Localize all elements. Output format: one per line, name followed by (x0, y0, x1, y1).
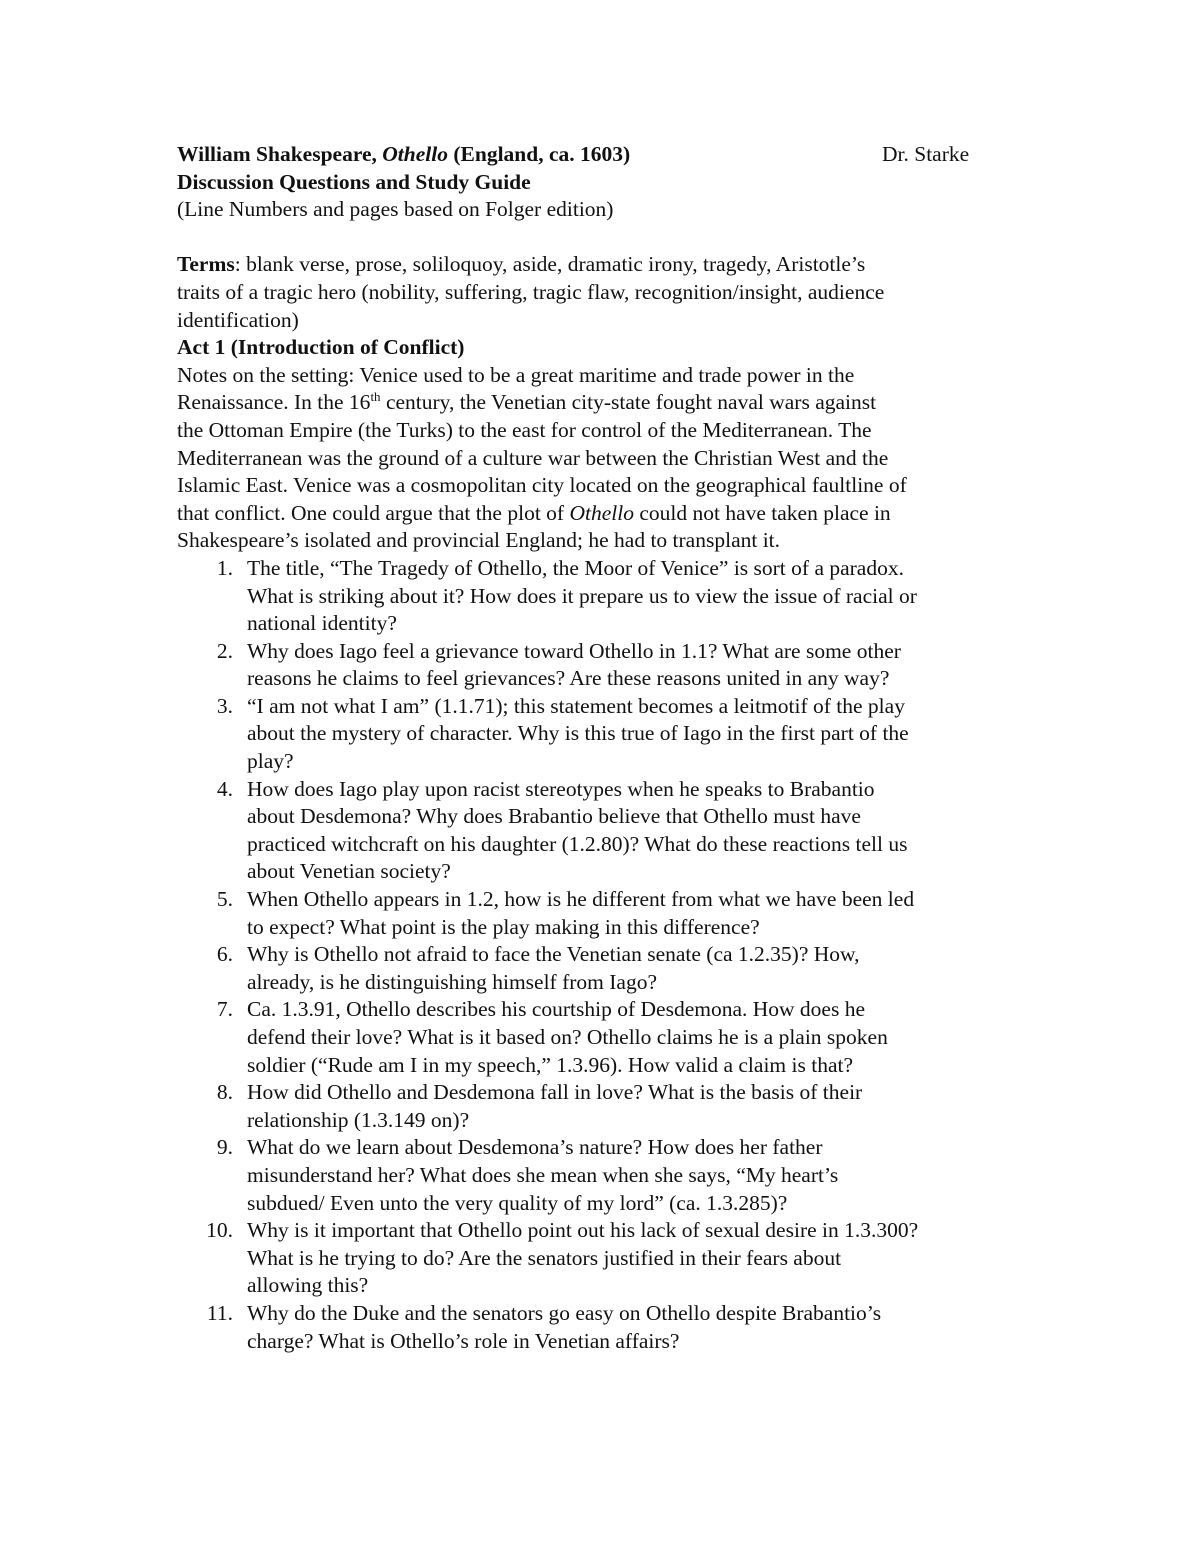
question-number: 1. (216, 555, 233, 580)
question-text-line: When Othello appears in 1.2, how is he different from what we have been led (247, 887, 915, 912)
question-item (177, 555, 1027, 638)
question-item (177, 886, 1027, 941)
question-text-line: soldier (“Rude am I in my speech,” 1.3.96). How valid a claim is that? (247, 1052, 854, 1077)
notes-line: Notes on the setting: Venice used to be a great maritime and trade power in the (177, 362, 855, 387)
question-text-line: Ca. 1.3.91, Othello describes his courtship of Desdemona. How does he (247, 997, 866, 1022)
question-text-line: Why does Iago feel a grievance toward Othello in 1.1? What are some other (247, 638, 901, 663)
question-text-line: misunderstand her? What does she mean when she says, “My heart’s (247, 1162, 839, 1187)
question-text-line: allowing this? (247, 1273, 369, 1298)
terms-line-2: traits of a tragic hero (nobility, suffering, tragic flaw, recognition/insight, audience (177, 279, 885, 304)
question-number: 3. (216, 693, 233, 718)
question-number: 8. (216, 1080, 233, 1105)
question-text-line: defend their love? What is it based on? Othello claims he is a plain spoken (247, 1025, 888, 1049)
question-text-line: to expect? What point is the play making in this difference? (247, 914, 760, 939)
terms-text-1: : blank verse, prose, soliloquoy, aside, dramatic irony, tragedy, Aristotle’s (234, 252, 866, 277)
question-text-line: Why do the Duke and the senators go easy on Othello despite Brabantio’s (247, 1300, 882, 1325)
document-body (177, 141, 1027, 1355)
notes-text: century, the Venetian city-state fought naval wars against (380, 390, 877, 415)
teacher-name: Dr. Starke (882, 142, 970, 166)
question-list (177, 555, 1027, 1355)
question-item (177, 693, 1027, 776)
question-text-line: subdued/ Even unto the very quality of my lord” (ca. 1.3.285)? (247, 1190, 788, 1215)
notes-text: that conflict. One could argue that the plot of (177, 500, 570, 525)
notes-line: Mediterranean was the ground of a culture war between the Christian West and the (177, 445, 889, 470)
title-author: William Shakespeare, (177, 142, 383, 166)
blank-line (177, 224, 1027, 252)
question-text-line: Why is Othello not afraid to face the Venetian senate (ca 1.2.35)? How, (247, 942, 860, 967)
question-text-line: What is he trying to do? Are the senators justified in their fears about (247, 1245, 842, 1270)
question-number: 6. (216, 942, 233, 967)
notes-text: could not have taken place in (633, 500, 891, 525)
question-text-line: national identity? (247, 611, 397, 636)
question-number: 7. (216, 997, 233, 1022)
act1-heading: Act 1 (Introduction of Conflict) (177, 335, 465, 360)
question-text-line: reasons he claims to feel grievances? Are these reasons united in any way? (247, 666, 890, 691)
question-text-line: about Venetian society? (247, 859, 451, 884)
question-text-line: charge? What is Othello’s role in Venetian affairs? (247, 1328, 680, 1353)
question-number: 10. (206, 1218, 233, 1243)
question-text-line: Why is it important that Othello point out his lack of sexual desire in 1.3.300? (247, 1218, 919, 1243)
notes-line: the Ottoman Empire (the Turks) to the east for control of the Mediterranean. The (177, 417, 872, 442)
question-text-line: What do we learn about Desdemona’s nature? How does her father (247, 1135, 823, 1160)
question-item (177, 941, 1027, 996)
question-text-line: How did Othello and Desdemona fall in love? What is the basis of their (247, 1080, 863, 1105)
terms-label: Terms (177, 252, 235, 277)
terms-line-1 (177, 251, 1027, 279)
notes-line: Islamic East. Venice was a cosmopolitan city located on the geographical faultline of (177, 473, 907, 498)
play-title-italic: Othello (569, 500, 634, 525)
question-text-line: “I am not what I am” (1.1.71); this statement becomes a leitmotif of the play (247, 693, 905, 718)
question-text-line: about the mystery of character. Why is this true of Iago in the first part of the (247, 721, 909, 746)
edition-note: (Line Numbers and pages based on Folger edition) (177, 197, 614, 222)
question-text-line: practiced witchcraft on his daughter (1.2.80)? What do these reactions tell us (247, 831, 908, 856)
question-number: 2. (216, 638, 233, 663)
question-item (177, 638, 1027, 693)
question-number: 5. (216, 887, 233, 912)
question-item (177, 1134, 1027, 1217)
question-text-line: about Desdemona? Why does Brabantio believe that Othello must have (247, 804, 861, 829)
ordinal-suffix: th (370, 389, 381, 405)
question-item (177, 1217, 1027, 1300)
question-text-line: already, is he distinguishing himself from Iago? (247, 969, 658, 994)
notes-line (177, 389, 1027, 417)
title-rest: (England, ca. 1603) (447, 142, 631, 166)
document-title (177, 141, 1027, 169)
question-number: 9. (216, 1135, 233, 1160)
question-item (177, 776, 1027, 886)
question-item (177, 996, 1027, 1079)
question-item (177, 1300, 1027, 1355)
question-number: 11. (206, 1300, 233, 1325)
notes-text: Renaissance. In the 16 (177, 390, 371, 415)
question-number: 4. (216, 776, 233, 801)
title-play: Othello (382, 142, 448, 166)
terms-line-3: identification) (177, 307, 299, 332)
document-subtitle: Discussion Questions and Study Guide (177, 169, 531, 194)
question-text-line: play? (247, 749, 294, 774)
question-text-line: The title, “The Tragedy of Othello, the Moor of Venice” is sort of a paradox. (247, 555, 904, 580)
notes-line (177, 500, 1027, 528)
setting-notes (177, 362, 1027, 555)
question-text-line: relationship (1.3.149 on)? (247, 1107, 470, 1132)
question-text-line: How does Iago play upon racist stereotypes when he speaks to Brabantio (247, 776, 875, 801)
question-text-line: What is striking about it? How does it prepare us to view the issue of racial or (247, 583, 917, 608)
notes-line: Shakespeare’s isolated and provincial England; he had to transplant it. (177, 528, 781, 553)
question-item (177, 1079, 1027, 1134)
